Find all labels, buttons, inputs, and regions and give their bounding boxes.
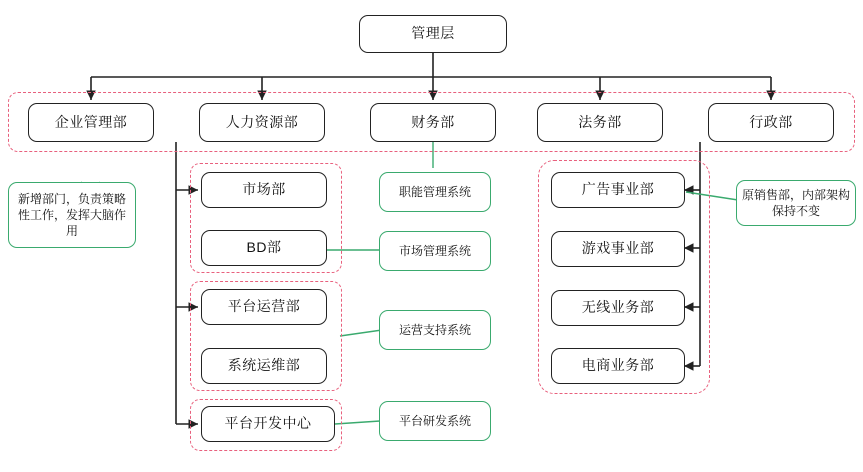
node-wireless-division[interactable]	[551, 290, 685, 326]
note-new-department	[8, 182, 136, 248]
node-label: 管理层	[411, 25, 455, 42]
node-label: 电商业务部	[581, 357, 655, 374]
node-label: 人力资源部	[225, 113, 299, 130]
note-label: 运营支持系统	[398, 322, 471, 337]
node-advertising-division[interactable]	[551, 172, 685, 208]
note-market-management-system	[379, 231, 491, 271]
node-bd[interactable]	[201, 230, 327, 266]
note-platform-rnd-system	[379, 401, 491, 441]
node-label: 企业管理部	[54, 113, 128, 130]
node-label: BD部	[246, 239, 282, 256]
note-label: 新增部门，负责策略性工作，发挥大脑作用	[17, 191, 126, 239]
node-label: 法务部	[578, 113, 622, 130]
node-label: 游戏事业部	[581, 240, 655, 257]
node-platform-operations[interactable]	[201, 289, 327, 325]
node-label: 行政部	[749, 113, 793, 130]
node-ecommerce-division[interactable]	[551, 348, 685, 384]
note-label: 职能管理系统	[398, 184, 471, 199]
node-label: 平台开发中心	[224, 415, 312, 432]
node-administration[interactable]	[708, 103, 834, 142]
note-functional-management-system	[379, 172, 491, 212]
note-label: 市场管理系统	[398, 243, 471, 258]
note-label: 原销售部，内部架构保持不变	[742, 187, 851, 218]
note-former-sales-department	[736, 180, 856, 226]
node-system-maintenance[interactable]	[201, 348, 327, 384]
node-games-division[interactable]	[551, 231, 685, 267]
node-label: 财务部	[411, 113, 455, 130]
node-marketing[interactable]	[201, 172, 327, 208]
note-label: 平台研发系统	[398, 413, 471, 428]
node-legal[interactable]	[537, 103, 663, 142]
node-human-resources[interactable]	[199, 103, 325, 142]
node-label: 平台运营部	[227, 298, 301, 315]
node-label: 系统运维部	[227, 357, 301, 374]
node-enterprise-management[interactable]	[28, 103, 154, 142]
node-management[interactable]	[359, 15, 507, 53]
node-label: 市场部	[242, 181, 286, 198]
node-finance[interactable]	[370, 103, 496, 142]
note-operation-support-system	[379, 310, 491, 350]
node-platform-development-center[interactable]	[201, 406, 335, 442]
node-label: 无线业务部	[581, 299, 655, 316]
node-label: 广告事业部	[581, 181, 655, 198]
